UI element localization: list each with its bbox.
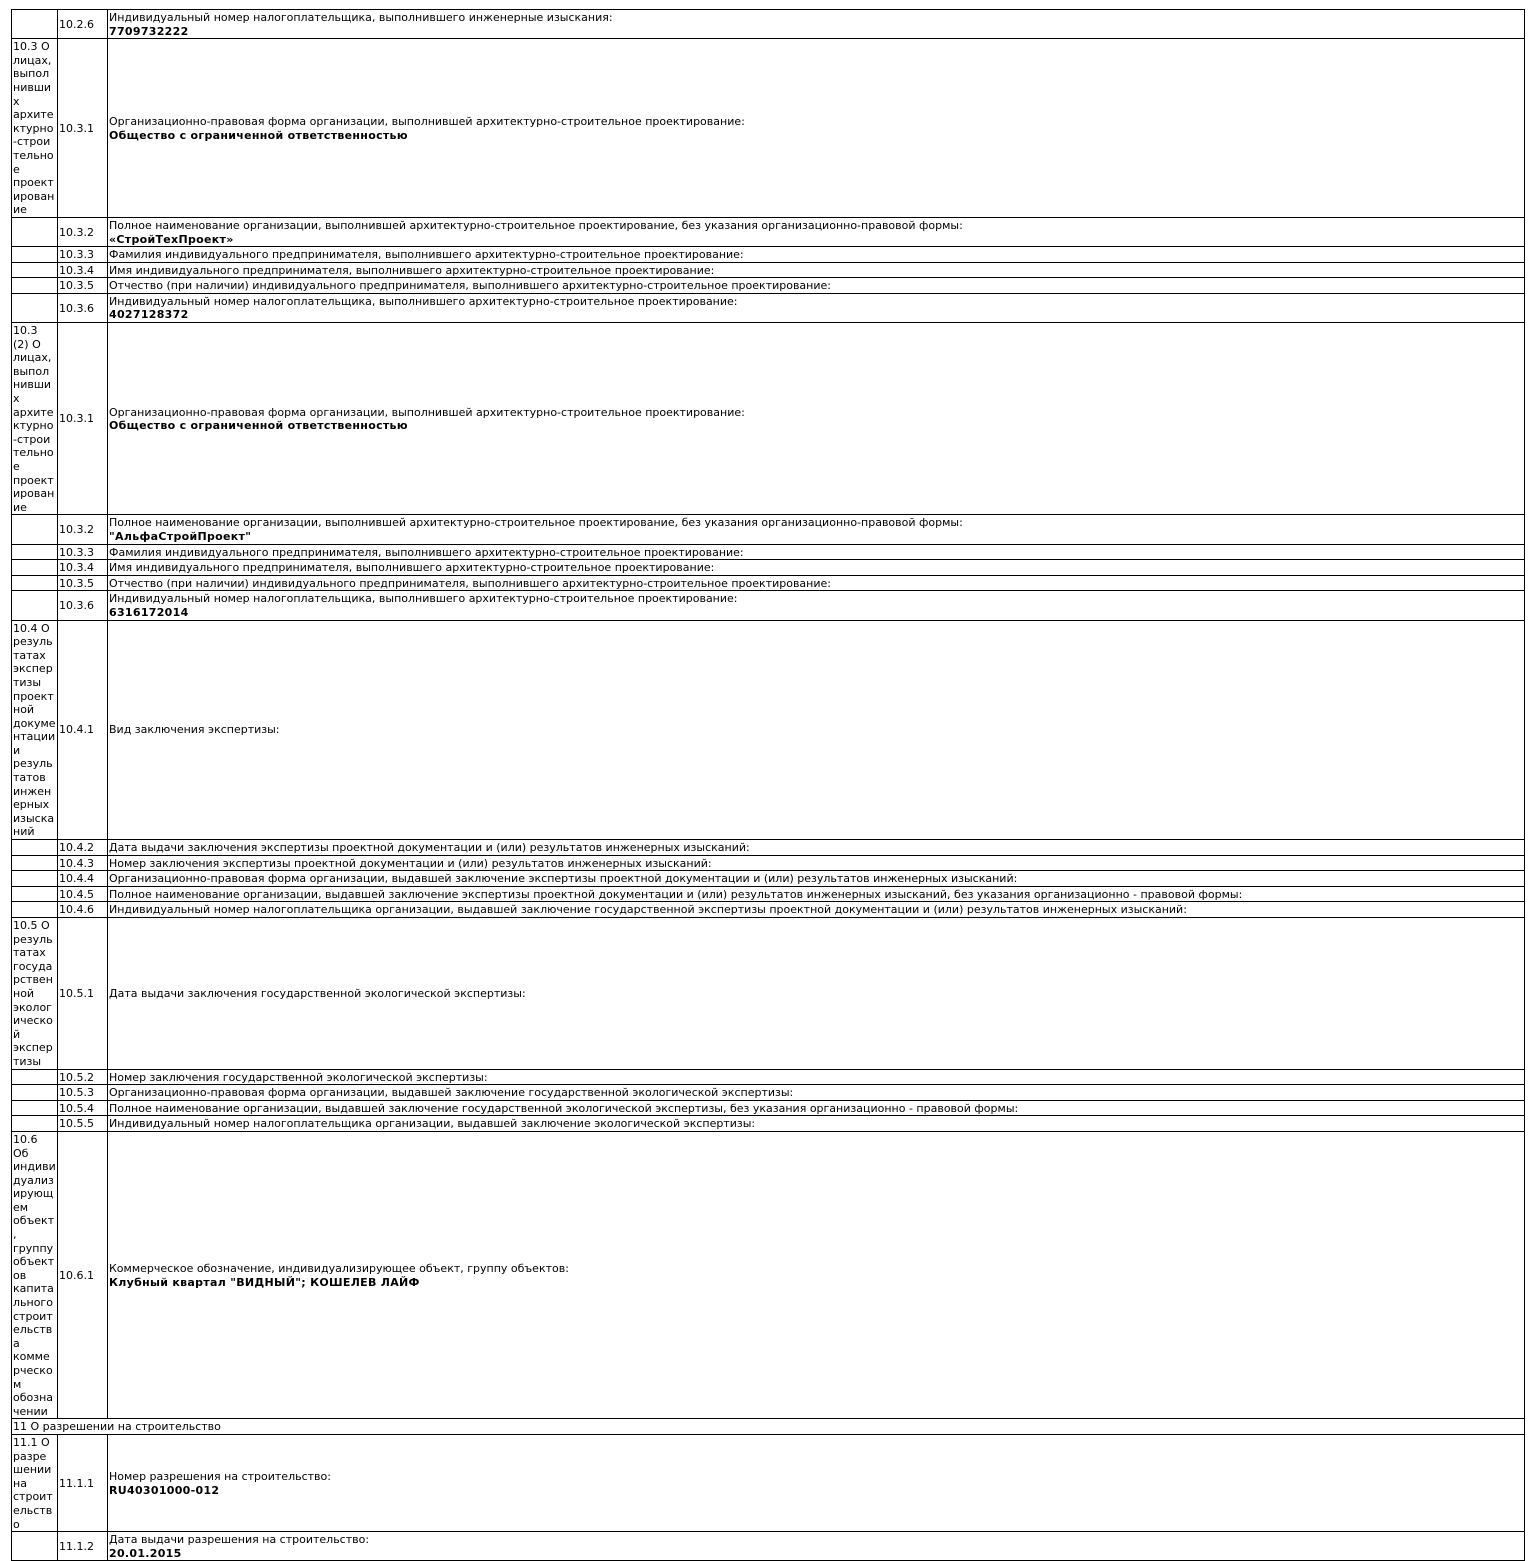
item-content — [108, 620, 1525, 840]
item-code: 10.3.4 — [58, 262, 108, 278]
table-row — [12, 39, 1525, 218]
table-row — [12, 1116, 1525, 1132]
item-code: 10.5.2 — [58, 1069, 108, 1085]
item-code: 10.4.5 — [58, 886, 108, 902]
table-row — [12, 918, 1525, 1070]
item-value: 4027128372 — [109, 308, 189, 322]
table-row — [12, 1085, 1525, 1101]
item-value: RU40301000-012 — [109, 1483, 220, 1497]
item-content — [108, 1434, 1525, 1531]
table-row — [12, 1131, 1525, 1418]
item-code: 10.3.6 — [58, 591, 108, 620]
section-title — [12, 1085, 58, 1101]
table-row — [12, 278, 1525, 294]
item-value: 20.01.2015 — [109, 1546, 182, 1560]
item-label: Полное наименование организации, выдавшей заключение экспертизы проектной документации и (или) результатов инженерных изысканий, без указания организационно - правовой формы: — [109, 887, 1243, 901]
item-label: Вид заключения экспертизы: — [109, 723, 280, 737]
item-code: 10.3.2 — [58, 217, 108, 246]
section-title: 11.1 О разрешении на строительство — [12, 1434, 58, 1531]
item-content — [108, 855, 1525, 871]
item-content — [108, 591, 1525, 620]
table-row — [12, 217, 1525, 246]
section-title — [12, 840, 58, 856]
item-value: Клубный квартал "ВИДНЫЙ"; КОШЕЛЕВ ЛАЙФ — [109, 1275, 420, 1289]
section-title — [12, 902, 58, 918]
item-code: 10.3.5 — [58, 575, 108, 591]
table-row — [12, 840, 1525, 856]
item-code: 10.3.2 — [58, 515, 108, 544]
item-label: Организационно-правовая форма организации, выдавшей заключение экспертизы проектной документации и (или) результатов инженерных изысканий: — [109, 872, 1018, 886]
table-row — [12, 560, 1525, 576]
item-content — [108, 39, 1525, 218]
item-label: Дата выдачи заключения государственной экологической экспертизы: — [109, 986, 526, 1000]
item-code: 11.1.1 — [58, 1434, 108, 1531]
item-label: Организационно-правовая форма организации, выполнившей архитектурно-строительное проектирование: — [109, 405, 745, 419]
item-value: «СтройТехПроект» — [109, 232, 234, 246]
item-label: Отчество (при наличии) индивидуального предпринимателя, выполнившего архитектурно-строительное проектирование: — [109, 279, 831, 293]
section-title — [12, 10, 58, 39]
item-content — [108, 902, 1525, 918]
item-content — [108, 10, 1525, 39]
table-row — [12, 247, 1525, 263]
item-label: Полное наименование организации, выполнившей архитектурно-строительное проектирование, без указания организационно-правовой формы: — [109, 516, 963, 530]
item-label: Индивидуальный номер налогоплательщика организации, выдавшей заключение государственной экспертизы проектной документации и (или) результатов инженерных изысканий: — [109, 903, 1187, 917]
section-title — [12, 1532, 58, 1561]
item-content — [108, 217, 1525, 246]
item-content — [108, 918, 1525, 1070]
item-code: 10.5.1 — [58, 918, 108, 1070]
table-row — [12, 10, 1525, 39]
item-value: 6316172014 — [109, 605, 189, 619]
item-code: 11.1.2 — [58, 1532, 108, 1561]
item-content — [108, 560, 1525, 576]
item-content — [108, 1085, 1525, 1101]
item-content — [108, 840, 1525, 856]
item-label: Полное наименование организации, выдавшей заключение государственной экологической экспертизы, без указания организационно - правовой формы: — [109, 1101, 1019, 1115]
item-label: Номер разрешения на строительство: — [109, 1469, 331, 1483]
item-label: Индивидуальный номер налогоплательщика, выполнившего архитектурно-строительное проектирование: — [109, 592, 738, 606]
item-content — [108, 278, 1525, 294]
item-value: Общество с ограниченной ответственностью — [109, 128, 408, 142]
item-label: Номер заключения государственной экологической экспертизы: — [109, 1070, 488, 1084]
declaration-table — [11, 9, 1525, 1561]
item-content — [108, 544, 1525, 560]
table-row — [12, 902, 1525, 918]
table-row — [12, 1434, 1525, 1531]
table-row — [12, 855, 1525, 871]
section-title — [12, 293, 58, 322]
item-value: "АльфаСтройПроект" — [109, 529, 252, 543]
table-row — [12, 544, 1525, 560]
item-label: Дата выдачи заключения экспертизы проектной документации и (или) результатов инженерных изысканий: — [109, 841, 750, 855]
item-value: 7709732222 — [109, 24, 189, 38]
item-label: Номер заключения экспертизы проектной документации и (или) результатов инженерных изысканий: — [109, 856, 712, 870]
section-title — [12, 278, 58, 294]
section-title — [12, 575, 58, 591]
section-title — [12, 886, 58, 902]
table-row — [12, 575, 1525, 591]
table-row — [12, 591, 1525, 620]
item-code: 10.4.1 — [58, 620, 108, 840]
section-title: 10.3 (2) О лицах, выполнивших архитектурно-строительное проектирование — [12, 323, 58, 515]
item-code: 10.3.6 — [58, 293, 108, 322]
item-code: 10.4.6 — [58, 902, 108, 918]
table-row — [12, 871, 1525, 887]
item-value: Общество с ограниченной ответственностью — [109, 419, 408, 433]
section-title — [12, 1100, 58, 1116]
item-content — [108, 1069, 1525, 1085]
item-label: Имя индивидуального предпринимателя, выполнившего архитектурно-строительное проектирование: — [109, 263, 715, 277]
item-code: 10.3.3 — [58, 247, 108, 263]
item-label: Коммерческое обозначение, индивидуализирующее объект, группу объектов: — [109, 1262, 569, 1276]
item-code: 10.5.3 — [58, 1085, 108, 1101]
table-row — [12, 323, 1525, 515]
item-code: 10.3.4 — [58, 560, 108, 576]
table-row — [12, 1532, 1525, 1561]
section-title — [12, 560, 58, 576]
item-content — [108, 1532, 1525, 1561]
item-content — [108, 575, 1525, 591]
item-label: Полное наименование организации, выполнившей архитектурно-строительное проектирование, без указания организационно-правовой формы: — [109, 218, 963, 232]
table-row — [12, 262, 1525, 278]
item-code: 10.3.1 — [58, 323, 108, 515]
section-title — [12, 855, 58, 871]
section-title: 10.5 О результатах государственной экологической экспертизы — [12, 918, 58, 1070]
item-label: Имя индивидуального предпринимателя, выполнившего архитектурно-строительное проектирование: — [109, 561, 715, 575]
item-label: Индивидуальный номер налогоплательщика, выполнившего архитектурно-строительное проектирование: — [109, 294, 738, 308]
item-content — [108, 262, 1525, 278]
item-label: Отчество (при наличии) индивидуального предпринимателя, выполнившего архитектурно-строительное проектирование: — [109, 576, 831, 590]
section-title — [12, 217, 58, 246]
section-title — [12, 247, 58, 263]
item-code: 10.4.3 — [58, 855, 108, 871]
table-row — [12, 886, 1525, 902]
item-content — [108, 1100, 1525, 1116]
section-title — [12, 515, 58, 544]
item-code: 10.3.1 — [58, 39, 108, 218]
item-content — [108, 247, 1525, 263]
item-label: Индивидуальный номер налогоплательщика, выполнившего инженерные изыскания: — [109, 11, 613, 24]
section-heading-row — [12, 1419, 1525, 1435]
section-title — [12, 262, 58, 278]
item-code: 10.3.3 — [58, 544, 108, 560]
item-code: 10.6.1 — [58, 1131, 108, 1418]
section-title — [12, 1116, 58, 1132]
item-code: 10.3.5 — [58, 278, 108, 294]
item-label: Организационно-правовая форма организации, выполнившей архитектурно-строительное проектирование: — [109, 114, 745, 128]
item-label: Фамилия индивидуального предпринимателя, выполнившего архитектурно-строительное проектирование: — [109, 545, 744, 559]
section-title — [12, 544, 58, 560]
item-content — [108, 871, 1525, 887]
section-title — [12, 871, 58, 887]
item-content — [108, 1116, 1525, 1132]
declaration-table-body — [12, 10, 1525, 1561]
item-label: Организационно-правовая форма организации, выдавшей заключение государственной экологической экспертизы: — [109, 1086, 794, 1100]
item-code: 10.4.2 — [58, 840, 108, 856]
section-title: 10.6 Об индивидуализирующем объект, группу объектов капитального строительства коммерческом обозначении — [13, 1132, 56, 1418]
table-row — [12, 293, 1525, 322]
table-row — [12, 515, 1525, 544]
table-row — [12, 620, 1525, 840]
item-content — [108, 293, 1525, 322]
item-content — [108, 1131, 1525, 1418]
item-code: 10.5.5 — [58, 1116, 108, 1132]
table-row — [12, 1100, 1525, 1116]
section-title: 10.3 О лицах, выполнивших архитектурно-строительное проектирование — [12, 39, 58, 218]
item-label: Индивидуальный номер налогоплательщика организации, выдавшей заключение экологической экспертизы: — [109, 1117, 756, 1131]
section-heading: 11 О разрешении на строительство — [12, 1419, 1525, 1435]
item-content — [108, 886, 1525, 902]
item-content — [108, 323, 1525, 515]
item-label: Фамилия индивидуального предпринимателя, выполнившего архитектурно-строительное проектирование: — [109, 248, 744, 262]
item-code: 10.2.6 — [58, 10, 108, 39]
section-title — [12, 1069, 58, 1085]
table-row — [12, 1069, 1525, 1085]
item-label: Дата выдачи разрешения на строительство: — [109, 1533, 370, 1547]
section-title — [12, 591, 58, 620]
item-code: 10.5.4 — [58, 1100, 108, 1116]
item-content — [108, 515, 1525, 544]
item-code: 10.4.4 — [58, 871, 108, 887]
section-title: 10.4 О результатах экспертизы проектной документации и результатов инженерных изысканий — [13, 621, 56, 839]
